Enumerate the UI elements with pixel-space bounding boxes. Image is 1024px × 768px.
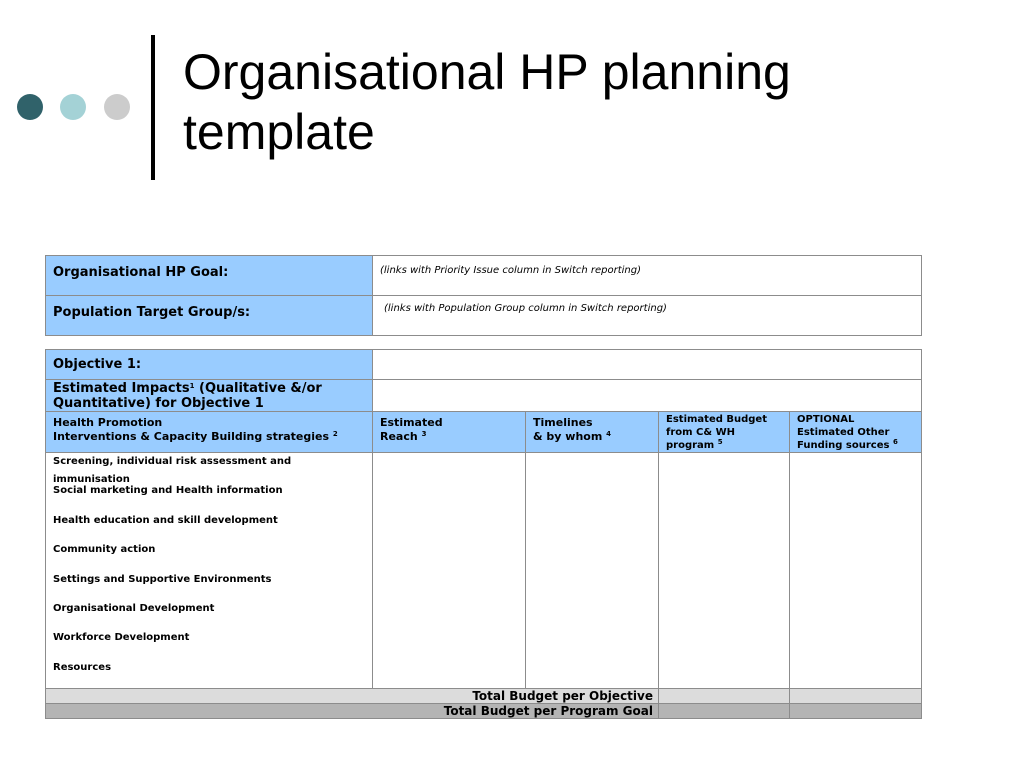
impacts-label-c: Quantitative) for Objective 1 bbox=[53, 396, 264, 411]
strategy-item: Workforce Development bbox=[53, 632, 190, 644]
impacts-footnote: 1 bbox=[189, 382, 195, 390]
total-goal-other-cell[interactable] bbox=[790, 704, 922, 719]
col-header-line2: from C& WH bbox=[666, 427, 735, 438]
impacts-label-a: Estimated Impacts bbox=[53, 381, 190, 396]
strategy-item: Community action bbox=[53, 544, 156, 556]
goal-row bbox=[46, 256, 922, 296]
col-header-line2: Interventions & Capacity Building strategies bbox=[53, 430, 330, 443]
total-objective-label: Total Budget per Objective bbox=[46, 689, 659, 704]
other-funding-cell[interactable] bbox=[790, 453, 922, 689]
total-objective-row bbox=[46, 689, 922, 704]
column-header-reach bbox=[373, 412, 526, 453]
decor-dot-2 bbox=[60, 94, 86, 120]
goal-table bbox=[45, 255, 922, 336]
strategy-item: Screening, individual risk assessment and immunisation bbox=[53, 456, 292, 485]
strategy-item: Organisational Development bbox=[53, 602, 215, 614]
impacts-input[interactable] bbox=[373, 380, 922, 412]
strategy-item: Resources bbox=[53, 661, 112, 673]
decor-dot-1 bbox=[17, 94, 43, 120]
total-goal-label: Total Budget per Program Goal bbox=[46, 704, 659, 719]
goal-note[interactable]: (links with Priority Issue column in Switch reporting) bbox=[373, 256, 922, 296]
column-header-timelines bbox=[526, 412, 659, 453]
objective-label: Objective 1: bbox=[46, 350, 373, 380]
strategy-item: Health education and skill development bbox=[53, 514, 278, 526]
col-footnote: 6 bbox=[892, 438, 898, 446]
strategies-row bbox=[46, 453, 922, 689]
col-header-line1: OPTIONAL bbox=[797, 414, 855, 425]
col-header-line1: Estimated bbox=[380, 416, 443, 429]
population-note[interactable]: (links with Population Group column in Switch reporting) bbox=[373, 296, 922, 336]
impacts-row bbox=[46, 380, 922, 412]
total-objective-other-cell[interactable] bbox=[790, 689, 922, 704]
slide-title-line-1: Organisational HP planning bbox=[183, 44, 791, 100]
total-objective-budget-cell[interactable] bbox=[659, 689, 790, 704]
total-goal-budget-cell[interactable] bbox=[659, 704, 790, 719]
col-footnote: 4 bbox=[606, 430, 612, 438]
col-header-line3: program bbox=[666, 440, 715, 451]
strategy-item: Settings and Supportive Environments bbox=[53, 573, 272, 585]
col-footnote: 2 bbox=[332, 430, 338, 438]
slide-title-line-2: template bbox=[183, 104, 375, 160]
decor-dot-3 bbox=[104, 94, 130, 120]
col-header-line1: Timelines bbox=[533, 416, 593, 429]
budget-cell[interactable] bbox=[659, 453, 790, 689]
column-header-budget bbox=[659, 412, 790, 453]
total-goal-row bbox=[46, 704, 922, 719]
reach-cell[interactable] bbox=[373, 453, 526, 689]
column-header-row bbox=[46, 412, 922, 453]
objective-row bbox=[46, 350, 922, 380]
title-divider bbox=[151, 35, 155, 180]
col-header-line1: Estimated Budget bbox=[666, 414, 767, 425]
timelines-cell[interactable] bbox=[526, 453, 659, 689]
strategy-item: Social marketing and Health information bbox=[53, 485, 283, 497]
col-header-line2: Reach bbox=[380, 430, 418, 443]
col-header-line2: Estimated Other bbox=[797, 427, 890, 438]
strategy-list bbox=[46, 453, 373, 689]
col-header-line2: & by whom bbox=[533, 430, 603, 443]
population-row bbox=[46, 296, 922, 336]
column-header-strategies bbox=[46, 412, 373, 453]
impacts-label bbox=[46, 380, 373, 412]
goal-label: Organisational HP Goal: bbox=[46, 256, 373, 296]
slide-title bbox=[183, 42, 983, 162]
col-header-line3: Funding sources bbox=[797, 440, 890, 451]
col-footnote: 5 bbox=[717, 438, 723, 446]
objective-table bbox=[45, 349, 922, 719]
col-header-line1: Health Promotion bbox=[53, 416, 163, 429]
objective-input[interactable] bbox=[373, 350, 922, 380]
impacts-label-b: (Qualitative &/or bbox=[199, 381, 322, 396]
column-header-other-funding bbox=[790, 412, 922, 453]
col-footnote: 3 bbox=[421, 430, 427, 438]
population-label: Population Target Group/s: bbox=[46, 296, 373, 336]
